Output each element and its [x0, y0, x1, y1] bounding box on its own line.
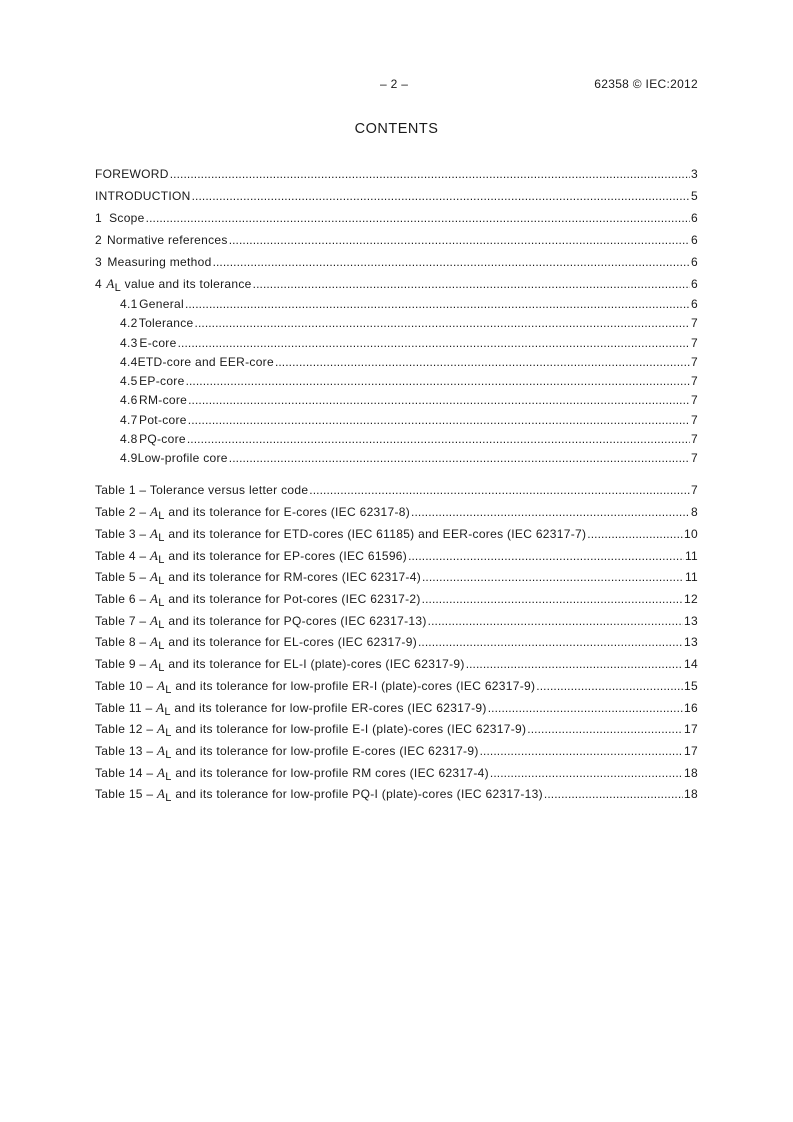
al-symbol-subscript: L — [158, 618, 165, 631]
toc-subentry-ep-core[interactable] — [95, 372, 698, 391]
toc-entry-al-value[interactable] — [95, 273, 698, 295]
toc-table-entry-12[interactable] — [95, 718, 698, 740]
toc-entry-label — [95, 653, 465, 677]
table-title: and its tolerance for RM-cores (IEC 62317-4) — [164, 570, 421, 585]
toc-entry-label — [95, 675, 535, 699]
al-symbol — [106, 276, 122, 294]
toc-subentry-tolerance[interactable] — [95, 314, 698, 333]
toc-entry-number: 4.8 — [120, 432, 138, 447]
toc-entry-page: 11 — [684, 548, 698, 563]
toc-entry-page: 7 — [691, 335, 698, 350]
table-title: and its tolerance for low-profile ER-cores (IEC 62317-9) — [170, 700, 487, 715]
toc-entry-label — [95, 697, 487, 721]
toc-entry-page: 17 — [684, 743, 698, 758]
toc-entry-page: 10 — [684, 527, 698, 542]
table-prefix: Table 2 – — [95, 505, 151, 520]
toc-entry-page: 7 — [691, 316, 698, 331]
toc-entry-number: 4.5 — [120, 374, 138, 389]
toc-subentry-etd-core[interactable] — [95, 353, 698, 372]
toc-entry-page: 6 — [691, 211, 698, 225]
section-gap — [95, 469, 698, 480]
toc-entry-page: 7 — [691, 432, 698, 447]
dot-leader — [587, 524, 683, 546]
dot-leader — [411, 502, 690, 524]
dot-leader — [170, 163, 690, 185]
dot-leader — [422, 589, 683, 611]
toc-entry-number: 2 — [95, 233, 102, 247]
al-symbol-subscript: L — [114, 282, 122, 294]
dot-leader — [186, 372, 690, 391]
al-symbol-subscript: L — [158, 510, 165, 523]
toc-entry-page: 15 — [684, 678, 698, 693]
toc-entry-label: RM-core — [139, 393, 188, 408]
table-title: and its tolerance for low-profile ER-I (plate)-cores (IEC 62317-9) — [171, 678, 536, 693]
toc-entry-number: 4.3 — [120, 335, 138, 350]
toc-entry-number: 4.9 — [120, 451, 138, 466]
table-title: and its tolerance for EL-cores (IEC 62317-9) — [164, 635, 417, 650]
table-prefix: Table 5 – — [95, 570, 151, 585]
toc-entry-foreword[interactable] — [95, 163, 698, 185]
table-prefix: Table 15 – — [95, 787, 158, 802]
toc-entry-page: 7 — [691, 374, 698, 389]
al-symbol-subscript: L — [164, 705, 171, 718]
table-prefix: Table 13 – — [95, 743, 158, 758]
toc-entry-label — [106, 273, 251, 296]
document-reference: 62358 © IEC:2012 — [594, 77, 698, 91]
dot-leader — [428, 611, 683, 633]
toc-entry-label: E-core — [139, 335, 177, 350]
al-symbol-letter: A — [157, 742, 166, 758]
toc-entry-page: 18 — [684, 765, 698, 780]
page-number: – 2 – — [380, 77, 409, 91]
toc-entry-scope[interactable] — [95, 207, 698, 229]
al-symbol-letter: A — [157, 721, 166, 737]
al-symbol-letter: A — [150, 591, 159, 607]
table-title: and its tolerance for low-profile RM cores (IEC 62317-4) — [171, 765, 489, 780]
toc-table-entry-8[interactable] — [95, 631, 698, 653]
toc-entry-label — [95, 566, 421, 590]
dot-leader — [188, 391, 690, 410]
table-title: and its tolerance for low-profile E-I (plate)-cores (IEC 62317-9) — [171, 722, 527, 737]
toc-entry-number: 1 — [95, 211, 102, 225]
al-symbol-letter: A — [157, 677, 166, 693]
toc-entry-page: 18 — [684, 787, 698, 802]
toc-entry-page: 13 — [684, 635, 698, 650]
table-prefix: Table 3 – — [95, 527, 151, 542]
al-symbol-subscript: L — [158, 575, 165, 588]
toc-entry-label — [95, 501, 410, 525]
toc-entry-page: 13 — [684, 613, 698, 628]
table-prefix: Table 10 – — [95, 678, 158, 693]
table-title: and its tolerance for low-profile PQ-I (plate)-cores (IEC 62317-13) — [171, 787, 543, 802]
al-symbol-letter: A — [150, 504, 159, 520]
dot-leader — [213, 251, 690, 273]
toc-entry-page: 11 — [684, 570, 698, 585]
al-symbol-subscript: L — [158, 532, 165, 545]
table-title: and its tolerance for PQ-cores (IEC 62317-13) — [164, 613, 427, 628]
toc-entry-label: Scope — [109, 211, 145, 225]
al-symbol — [157, 677, 172, 696]
toc-table-entry-6[interactable] — [95, 588, 698, 610]
toc-entry-number: 4.1 — [120, 297, 138, 311]
toc-table-entry-3[interactable] — [95, 523, 698, 545]
al-symbol-letter: A — [150, 547, 159, 563]
toc-entry-label: EP-core — [139, 374, 185, 389]
dot-leader — [185, 295, 690, 314]
page-title: CONTENTS — [354, 121, 439, 137]
toc-entry-label — [95, 783, 543, 807]
dot-leader — [253, 273, 690, 295]
toc-entry-label: Low-profile core — [137, 451, 228, 466]
toc-entry-page: 3 — [691, 167, 698, 181]
al-symbol-subscript: L — [158, 640, 165, 653]
toc-subentry-rm-core[interactable] — [95, 391, 698, 410]
toc-entry-label — [95, 545, 407, 569]
toc-entry-label: PQ-core — [139, 432, 186, 447]
table-title: and its tolerance for low-profile E-cores (IEC 62317-9) — [171, 743, 479, 758]
table-title: and its tolerance for E-cores (IEC 62317-8) — [164, 505, 411, 520]
al-symbol-letter: A — [150, 612, 159, 628]
al-symbol — [150, 526, 165, 545]
table-title: and its tolerance for EL-I (plate)-cores (IEC 62317-9) — [164, 657, 465, 672]
toc-entry-label: Tolerance — [138, 316, 194, 331]
table-title: and its tolerance for Pot-cores (IEC 62317-2) — [164, 592, 421, 607]
toc-entry-page: 5 — [691, 189, 698, 203]
dot-leader — [527, 719, 683, 741]
toc-table-entry-13[interactable] — [95, 740, 698, 762]
toc-entry-number: 4.2 — [120, 316, 138, 331]
toc-entry-label: INTRODUCTION — [95, 189, 191, 203]
table-title: and its tolerance for ETD-cores (IEC 61185) and EER-cores (IEC 62317-7) — [164, 527, 587, 542]
dot-leader — [275, 353, 690, 372]
al-symbol-letter: A — [150, 634, 159, 650]
al-symbol-subscript: L — [165, 792, 172, 805]
toc-entry-label: FOREWORD — [95, 167, 169, 181]
dot-leader — [146, 207, 690, 229]
al-symbol — [157, 721, 172, 740]
al-symbol-letter: A — [156, 699, 165, 715]
al-symbol-subscript: L — [165, 727, 172, 740]
toc-entry-label: Normative references — [106, 233, 228, 247]
dot-leader — [229, 449, 690, 468]
table-of-contents — [95, 163, 698, 805]
al-symbol-letter: A — [106, 276, 115, 291]
toc-table-entry-5[interactable] — [95, 566, 698, 588]
toc-entry-page: 6 — [691, 297, 698, 311]
al-symbol — [157, 764, 172, 783]
al-symbol — [157, 786, 172, 805]
toc-table-entry-4[interactable] — [95, 545, 698, 567]
toc-entry-measuring-method[interactable] — [95, 251, 698, 273]
toc-subentry-pq-core[interactable] — [95, 430, 698, 449]
toc-table-entry-7[interactable] — [95, 610, 698, 632]
dot-leader — [188, 411, 690, 430]
toc-entry-number: 4 — [95, 277, 102, 291]
toc-entry-label: General — [139, 297, 184, 311]
toc-entry-label: Pot-core — [139, 412, 187, 427]
dot-leader — [536, 676, 683, 698]
table-prefix: Table 7 – — [95, 613, 151, 628]
dot-leader — [480, 741, 683, 763]
table-prefix: Table 11 – — [95, 700, 157, 715]
al-symbol-subscript: L — [158, 662, 165, 675]
toc-entry-label-text: value and its tolerance — [121, 277, 252, 291]
toc-entry-page: 7 — [691, 393, 698, 408]
toc-entry-label: Table 1 – Tolerance versus letter code — [95, 482, 309, 497]
dot-leader — [187, 430, 690, 449]
table-prefix: Table 8 – — [95, 635, 151, 650]
toc-table-entry-2[interactable] — [95, 501, 698, 523]
al-symbol-subscript: L — [165, 748, 172, 761]
toc-entry-label — [95, 523, 586, 547]
dot-leader — [490, 763, 683, 785]
toc-entry-label: Measuring method — [107, 255, 212, 269]
toc-table-entry-11[interactable] — [95, 697, 698, 719]
al-symbol — [157, 742, 172, 761]
toc-subentry-general[interactable] — [95, 295, 698, 314]
table-prefix: Table 6 – — [95, 592, 151, 607]
table-prefix: Table 9 – — [95, 657, 151, 672]
toc-entry-page: 16 — [684, 700, 698, 715]
al-symbol — [150, 656, 165, 675]
toc-table-entry-1[interactable] — [95, 480, 698, 502]
toc-entry-page: 7 — [691, 412, 698, 427]
dot-leader — [488, 698, 683, 720]
toc-entry-number: 3 — [95, 255, 102, 269]
al-symbol-subscript: L — [165, 683, 172, 696]
dot-leader — [229, 229, 690, 251]
dot-leader — [466, 654, 683, 676]
toc-entry-label — [95, 610, 427, 634]
toc-entry-number: 4.6 — [120, 393, 138, 408]
toc-entry-page: 17 — [684, 722, 698, 737]
dot-leader — [309, 480, 690, 502]
al-symbol — [150, 547, 165, 566]
table-prefix: Table 4 – — [95, 548, 151, 563]
toc-entry-label — [95, 740, 479, 764]
toc-entry-page: 7 — [691, 451, 698, 466]
toc-entry-label: ETD-core and EER-core — [137, 354, 274, 369]
al-symbol-subscript: L — [158, 597, 165, 610]
toc-table-entry-10[interactable] — [95, 675, 698, 697]
table-prefix: Table 14 – — [95, 765, 158, 780]
toc-entry-label — [95, 718, 526, 742]
al-symbol-letter: A — [150, 656, 159, 672]
toc-table-entry-15[interactable] — [95, 783, 698, 805]
toc-entry-page: 12 — [684, 592, 698, 607]
toc-entry-label — [95, 588, 421, 612]
toc-entry-page: 7 — [691, 482, 698, 497]
toc-entry-number: 4.4 — [120, 354, 138, 369]
toc-entry-page: 8 — [691, 505, 698, 520]
al-symbol-letter: A — [150, 569, 159, 585]
toc-entry-label — [95, 762, 489, 786]
al-symbol — [150, 591, 165, 610]
toc-entry-page: 14 — [684, 657, 698, 672]
al-symbol-letter: A — [157, 786, 166, 802]
toc-entry-page: 6 — [691, 233, 698, 247]
toc-subentry-low-profile-core[interactable] — [95, 449, 698, 468]
dot-leader — [195, 314, 691, 333]
toc-table-entry-9[interactable] — [95, 653, 698, 675]
al-symbol-letter: A — [157, 764, 166, 780]
toc-entry-page: 6 — [691, 255, 698, 269]
dot-leader — [422, 567, 684, 589]
toc-entry-page: 7 — [691, 354, 698, 369]
al-symbol-letter: A — [150, 526, 159, 542]
toc-table-entry-14[interactable] — [95, 762, 698, 784]
al-symbol — [156, 699, 171, 718]
toc-entry-page: 6 — [691, 277, 698, 291]
toc-entry-number: 4.7 — [120, 412, 138, 427]
dot-leader — [408, 546, 684, 568]
al-symbol — [150, 612, 165, 631]
dot-leader — [192, 185, 690, 207]
toc-entry-label — [95, 631, 417, 655]
al-symbol — [150, 634, 165, 653]
table-prefix: Table 12 – — [95, 722, 158, 737]
dot-leader — [418, 632, 683, 654]
toc-subentry-pot-core[interactable] — [95, 411, 698, 430]
al-symbol — [150, 569, 165, 588]
dot-leader — [178, 334, 690, 353]
toc-entry-normative-references[interactable] — [95, 229, 698, 251]
al-symbol — [150, 504, 165, 523]
dot-leader — [544, 784, 683, 806]
toc-entry-introduction[interactable] — [95, 185, 698, 207]
toc-subentry-e-core[interactable] — [95, 334, 698, 353]
table-title: and its tolerance for EP-cores (IEC 61596) — [164, 548, 408, 563]
al-symbol-subscript: L — [165, 770, 172, 783]
al-symbol-subscript: L — [158, 553, 165, 566]
